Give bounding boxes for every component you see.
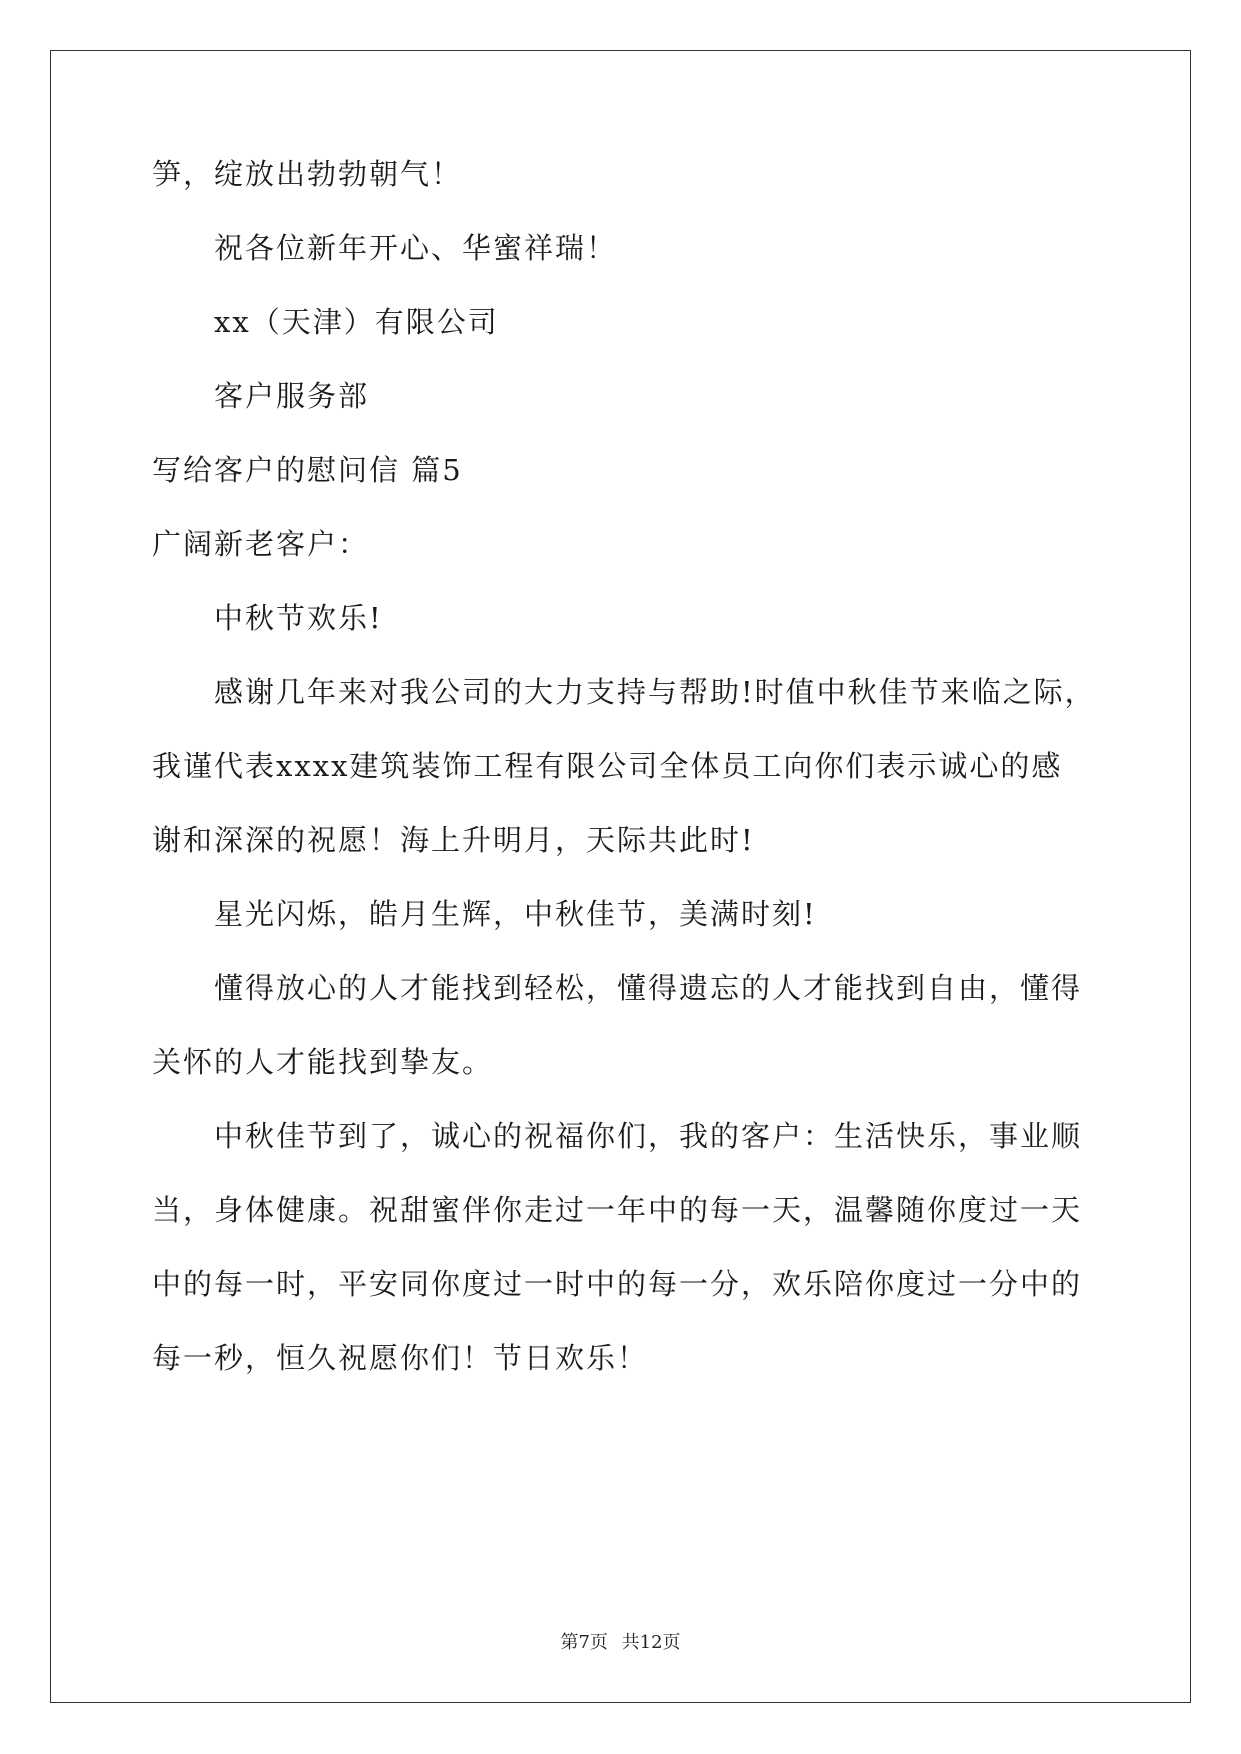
section-heading: 写给客户的慰问信 篇5 bbox=[152, 453, 463, 487]
text-line: 懂得放心的人才能找到轻松，懂得遗忘的人才能找到自由，懂得 bbox=[214, 971, 1083, 1005]
text-line: xx（天津）有限公司 bbox=[214, 305, 499, 339]
text-line: 当，身体健康。祝甜蜜伴你走过一年中的每一天，温馨随你度过一天 bbox=[152, 1193, 1083, 1227]
page-number-total: 共12页 bbox=[621, 1632, 681, 1653]
text-line: 中秋节欢乐! bbox=[214, 601, 383, 635]
text-line: 谢和深深的祝愿！海上升明月，天际共此时! bbox=[152, 823, 755, 857]
text-line: 笋，绽放出勃勃朝气！ bbox=[152, 157, 463, 191]
page-number-current: 第7页 bbox=[560, 1632, 608, 1653]
text-line: 每一秒，恒久祝愿你们！节日欢乐！ bbox=[152, 1341, 649, 1375]
text-line: 祝各位新年开心、华蜜祥瑞！ bbox=[214, 231, 618, 265]
text-line: 关怀的人才能找到挚友。 bbox=[152, 1045, 494, 1079]
text-line: 中秋佳节到了，诚心的祝福你们，我的客户：生活快乐，事业顺 bbox=[214, 1119, 1083, 1153]
text-line: 感谢几年来对我公司的大力支持与帮助!时值中秋佳节来临之际， bbox=[214, 675, 1096, 709]
text-line: 中的每一时，平安同你度过一时中的每一分，欢乐陪你度过一分中的 bbox=[152, 1267, 1083, 1301]
page-border bbox=[50, 50, 1191, 1703]
text-line: 我谨代表xxxx建筑装饰工程有限公司全体员工向你们表示诚心的感 bbox=[152, 749, 1063, 783]
salutation: 广阔新老客户： bbox=[152, 527, 370, 561]
page-footer bbox=[0, 1631, 1241, 1655]
text-line: 客户服务部 bbox=[214, 379, 370, 413]
text-line: 星光闪烁，皓月生辉，中秋佳节，美满时刻! bbox=[214, 897, 817, 931]
